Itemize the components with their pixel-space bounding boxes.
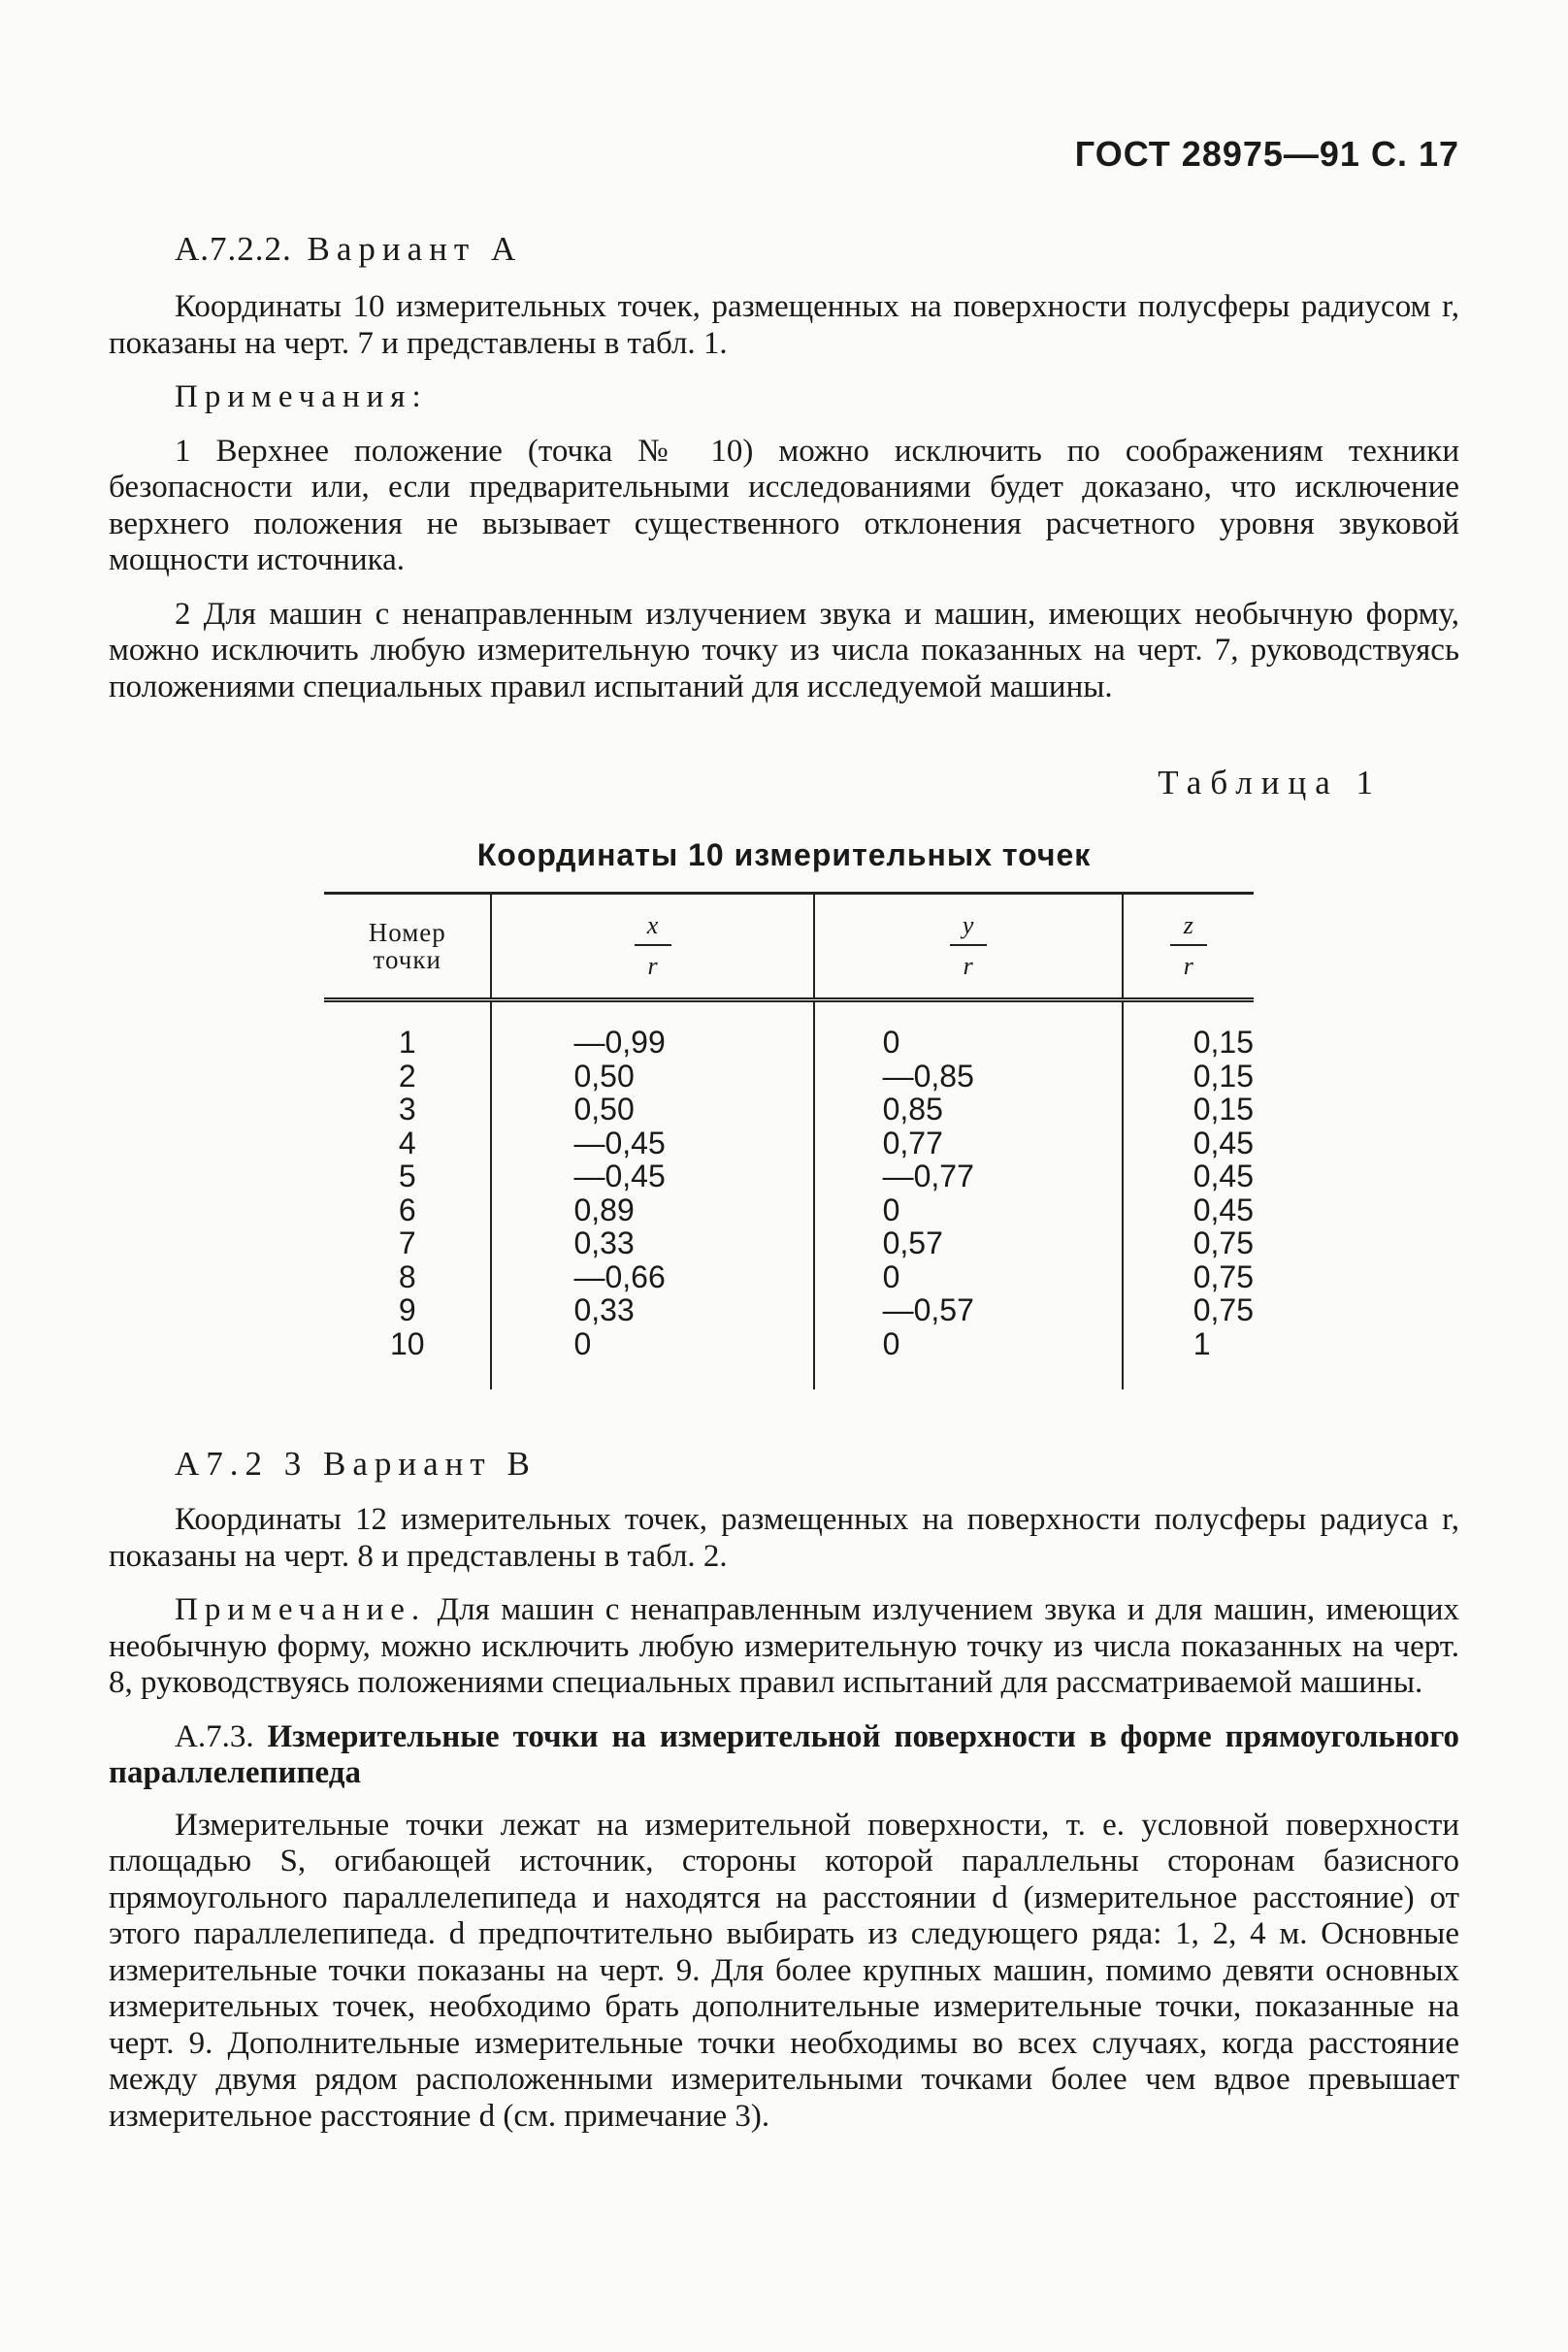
cell-z: 0,45 [1123,1127,1254,1160]
table-row [324,1000,1254,1060]
table-row [324,1160,1254,1193]
cell-x: 0,50 [491,1060,813,1094]
cell-z: 0,15 [1123,1060,1254,1094]
cell-z: 0,15 [1123,1093,1254,1127]
table-row [324,1226,1254,1260]
cell-point-number: 7 [398,1225,416,1260]
table-row [324,1293,1254,1327]
cell-z: 0,75 [1123,1260,1254,1294]
table-label: Таблица 1 [1158,764,1382,801]
cell-point-number: 10 [389,1325,425,1361]
table-row [324,1327,1254,1390]
cell-x: 0,33 [491,1226,813,1260]
cell-z: 0,75 [1123,1293,1254,1327]
section-number: А.7.2.2. [175,230,292,268]
cell-x: —0,45 [491,1160,813,1193]
cell-x: 0 [491,1327,813,1390]
cell-point-number: 6 [398,1192,416,1227]
cell-y: —0,57 [814,1293,1123,1327]
cell-z: 0,45 [1123,1193,1254,1227]
paragraph-a73: Измерительные точки лежат на измерительной поверхности, т. е. условной поверхности площадью S, огибающей источник, стороны которой параллельны сторонам базисного прямоугольного параллелепипеда и находятся на расстоянии d (измерительное расстояние) от этого параллелепипеда. d предпочтительно выбирать из следующего ряда: 1, 2, 4 м. Основные измерительные точки показаны на черт. 9. Для более крупных машин, помимо девяти основных измерительных точек, необходимо брать дополнительные измерительные точки, показанные на черт. 9. Дополнительные измерительные точки необходимы во всех случаях, когда расстояние между двумя рядом расположенными измерительными точками более чем вдвое превышает измерительное расстояние d (см. примечание 3). [109,1807,1459,2134]
section-number: А.7.3. [175,1718,254,1754]
cell-x: —0,99 [491,1000,813,1060]
cell-y: 0,57 [814,1226,1123,1260]
section-heading-variant-b [175,1440,1459,1488]
cell-y: 0,77 [814,1127,1123,1160]
cell-point-number: 5 [398,1159,416,1193]
fraction-numerator: z [1170,911,1207,946]
col-header-z [1123,894,1254,1000]
cell-y: —0,85 [814,1060,1123,1094]
fraction-denominator: r [963,952,973,980]
col-header-line2: точки [373,945,441,974]
section-title: Измерительные точки на измерительной поверхности в форме прямоугольного параллелепипеда [109,1718,1459,1790]
cell-y: 0,85 [814,1093,1123,1127]
cell-x: 0,33 [491,1293,813,1327]
cell-point-number: 3 [398,1092,416,1127]
table-body [324,1000,1254,1390]
note-text: Для машин с ненаправленным излучением звука и для машин, имеющих необычную форму, можно исключить любую измерительную точку из числа показанных на черт. 8, руководствуясь положениями специальных правил испытаний для рассматриваемой машины. [109,1592,1460,1700]
fraction-denominator: r [647,952,658,980]
note-label: Примечание. [175,1592,427,1627]
table-row [324,1093,1254,1127]
table-row [324,1193,1254,1227]
cell-point-number: 9 [398,1292,416,1327]
table-row [324,1127,1254,1160]
cell-y: 0 [814,1193,1123,1227]
note-variant-b [109,1592,1459,1702]
cell-z: 0,75 [1123,1226,1254,1260]
page-content [109,225,1459,2152]
note-2: 2 Для машин с ненаправленным излучением звука и машин, имеющих необычную форму, можно исключить любую измерительную точку из числа показанных на черт. 7, руководствуясь положениями специальных правил испытаний для исследуемой машины. [109,596,1459,704]
section-title: Вариант А [307,230,523,268]
coordinates-table [324,892,1254,1389]
cell-point-number: 2 [398,1058,416,1094]
table-row [324,1260,1254,1294]
col-header-point-number [324,894,491,1000]
notes-label: Примечания: [175,379,428,414]
cell-x: —0,45 [491,1127,813,1160]
cell-y: 0 [814,1000,1123,1060]
cell-point-number: 8 [398,1258,416,1294]
cell-y: 0 [814,1327,1123,1390]
section-title: Вариант В [323,1445,537,1483]
section-heading-a73 [109,1719,1459,1792]
fraction-z-over-r [1170,911,1207,981]
fraction-denominator: r [1183,952,1193,980]
col-header-y [814,894,1123,1000]
running-head: ГОСТ 28975—91 С. 17 [1074,134,1459,174]
cell-x: 0,50 [491,1093,813,1127]
fraction-numerator: x [635,911,671,946]
notes-block [109,379,1459,416]
cell-z: 0,45 [1123,1160,1254,1193]
cell-point-number: 4 [398,1125,416,1160]
cell-x: —0,66 [491,1260,813,1294]
table-title: Координаты 10 измерительных точек [476,837,1092,872]
table-header-row [324,894,1254,1000]
cell-y: 0 [814,1260,1123,1294]
table-row [324,1060,1254,1094]
note-1: 1 Верхнее положение (точка № 10) можно исключить по соображениям техники безопасности или, если предварительными исследованиями будет доказано, что исключение верхнего положения не вызывает существенного отклонения расчетного уровня звуковой мощности источника. [109,433,1459,577]
cell-y: —0,77 [814,1160,1123,1193]
section-heading-variant-a [175,225,1459,274]
cell-x: 0,89 [491,1193,813,1227]
fraction-x-over-r [635,911,671,981]
section-number: А7.2 3 [175,1445,309,1483]
fraction-numerator: y [950,911,987,946]
fraction-y-over-r [950,911,987,981]
paragraph-variant-b: Координаты 12 измерительных точек, размещенных на поверхности полусферы радиуса r, показаны на черт. 8 и представлены в табл. 2. [109,1502,1459,1574]
col-header-line1: Номер [368,918,446,947]
col-header-x [491,894,813,1000]
cell-z: 1 [1123,1327,1254,1390]
paragraph-variant-a: Координаты 10 измерительных точек, размещенных на поверхности полусферы радиусом r, показаны на черт. 7 и представлены в табл. 1. [109,289,1459,361]
cell-z: 0,15 [1123,1000,1254,1060]
cell-point-number: 1 [398,1025,416,1060]
